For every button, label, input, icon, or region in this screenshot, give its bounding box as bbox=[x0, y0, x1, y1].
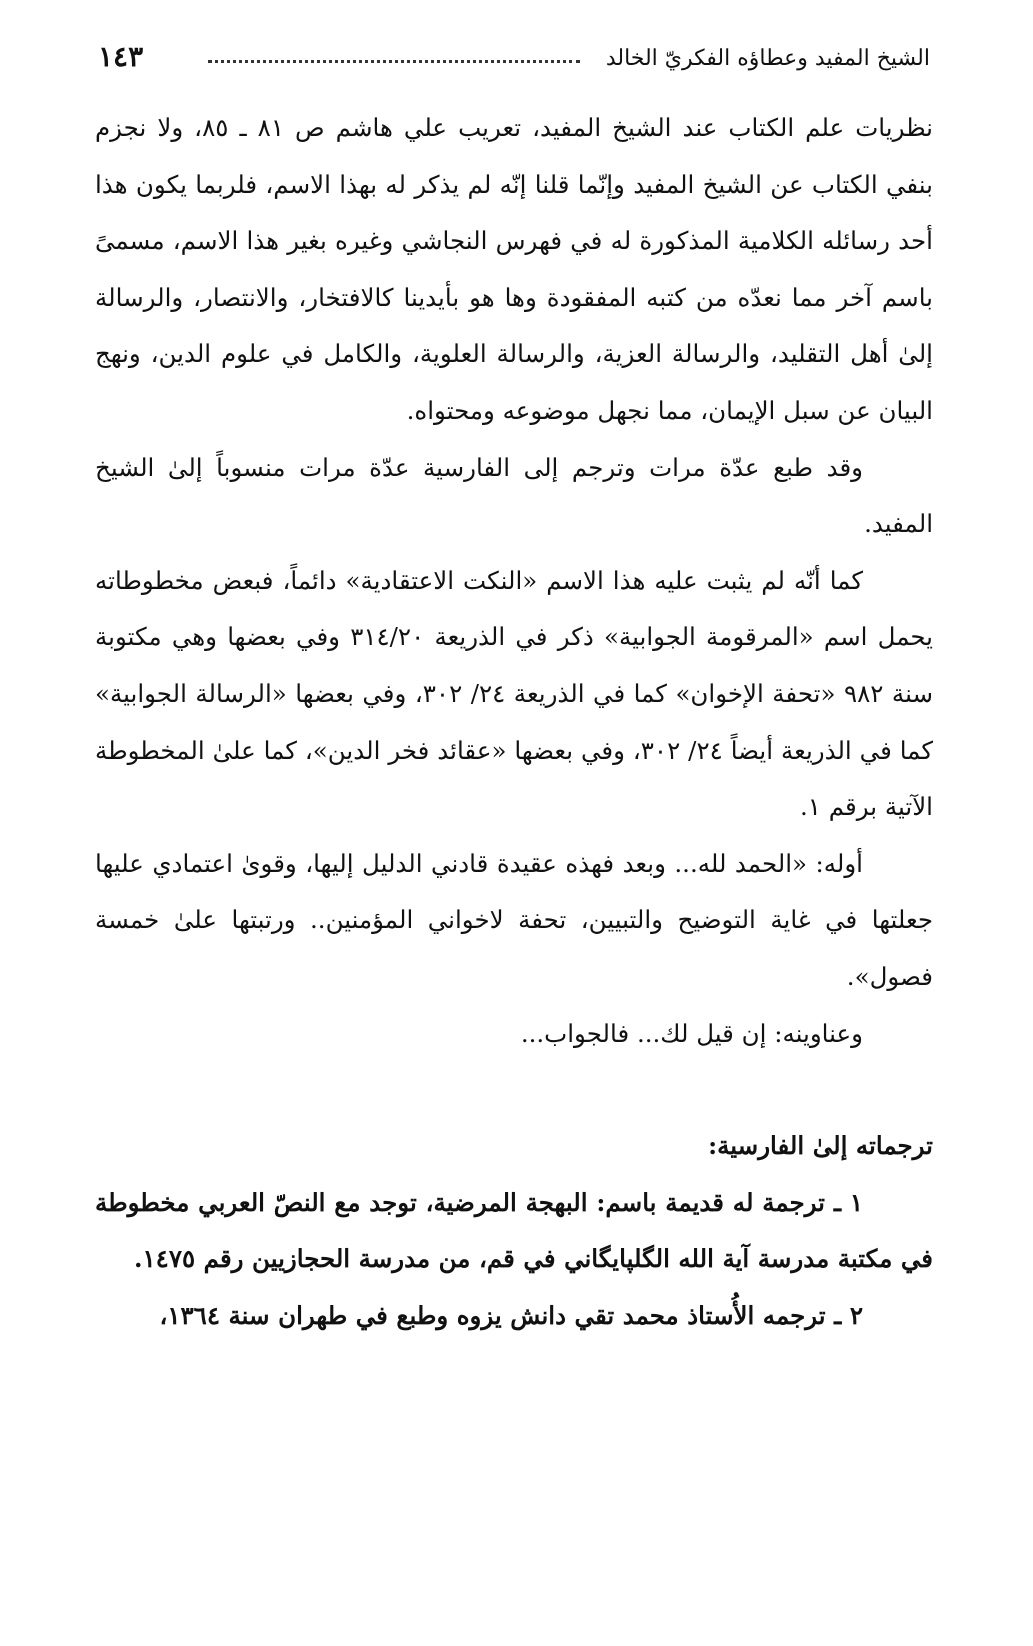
section-heading: ترجماته إلىٰ الفارسية: bbox=[708, 1131, 933, 1161]
translation-item-2: ٢ ـ ترجمه الأُستاذ محمد تقي دانش يزوه وطبع في طهران سنة ١٣٦٤، bbox=[159, 1300, 863, 1330]
paragraph-headings: وعناوينه: إن قيل لك... فالجواب... bbox=[520, 1018, 863, 1048]
paragraph-footnote-continuation: نظريات علم الكتاب عند الشيخ المفيد، تعريب علي هاشم ص ٨١ ـ ٨٥، ولا نجزم بنفي الكتاب عن الشيخ المفيد وإنّما قلنا إنّه لم يذكر له بهذا الاسم، فلربما يكون هذا أحد رسائله الكلامية المذكورة له في فهرس النجاشي وغيره بغير هذا الاسم، مسمىً باسم آخر مما نعدّه من كتبه المفقودة وها هو بأيدينا كالافتخار، والانتصار، والرسالة إلىٰ أهل التقليد، والرسالة العزية، والرسالة العلوية، والكامل في علوم الدين، ونهج البيان عن سبل الإيمان، مما نجهل موضوعه ومحتواه. bbox=[95, 113, 934, 425]
dot-leader bbox=[208, 60, 580, 63]
body-text bbox=[95, 100, 933, 1344]
translation-item-1: ١ ـ ترجمة له قديمة باسم: البهجة المرضية، توجد مع النصّ العربي مخطوطة في مكتبة مدرسة آية الله الگلپايگاني في قم، من مدرسة الحجازيين رقم ١٤٧٥. bbox=[95, 1187, 933, 1274]
section-gap bbox=[95, 1062, 933, 1118]
paragraph-printings: وقد طبع عدّة مرات وترجم إلى الفارسية عدّة مرات منسوباً إلىٰ الشيخ المفيد. bbox=[95, 452, 933, 539]
paragraph-titles: كما أنّه لم يثبت عليه هذا الاسم «النكت الاعتقادية» دائماً، فبعض مخطوطاته يحمل اسم «المرقومة الجوابية» ذكر في الذريعة ٣١٤/٢٠ وفي بعضها وهي مكتوبة سنة ٩٨٢ «تحفة الإخوان» كما في الذريعة ٢٤/ ٣٠٢، وفي بعضها «الرسالة الجوابية» كما في الذريعة أيضاً ٢٤/ ٣٠٢، وفي بعضها «عقائد فخر الدين»، كما علىٰ المخطوطة الآتية برقم ١. bbox=[95, 565, 934, 822]
page-header bbox=[98, 40, 930, 88]
running-title: الشيخ المفيد وعطاؤه الفكريّ الخالد bbox=[605, 46, 930, 71]
paragraph-opening: أوله: «الحمد لله... وبعد فهذه عقيدة قادني الدليل إليها، وقوىٰ اعتمادي عليها جعلتها في غاية التوضيح والتبيين، تحفة لاخواني المؤمنين.. ورتبتها علىٰ خمسة فصول». bbox=[95, 848, 933, 991]
page-number: ١٤٣ bbox=[98, 40, 144, 73]
